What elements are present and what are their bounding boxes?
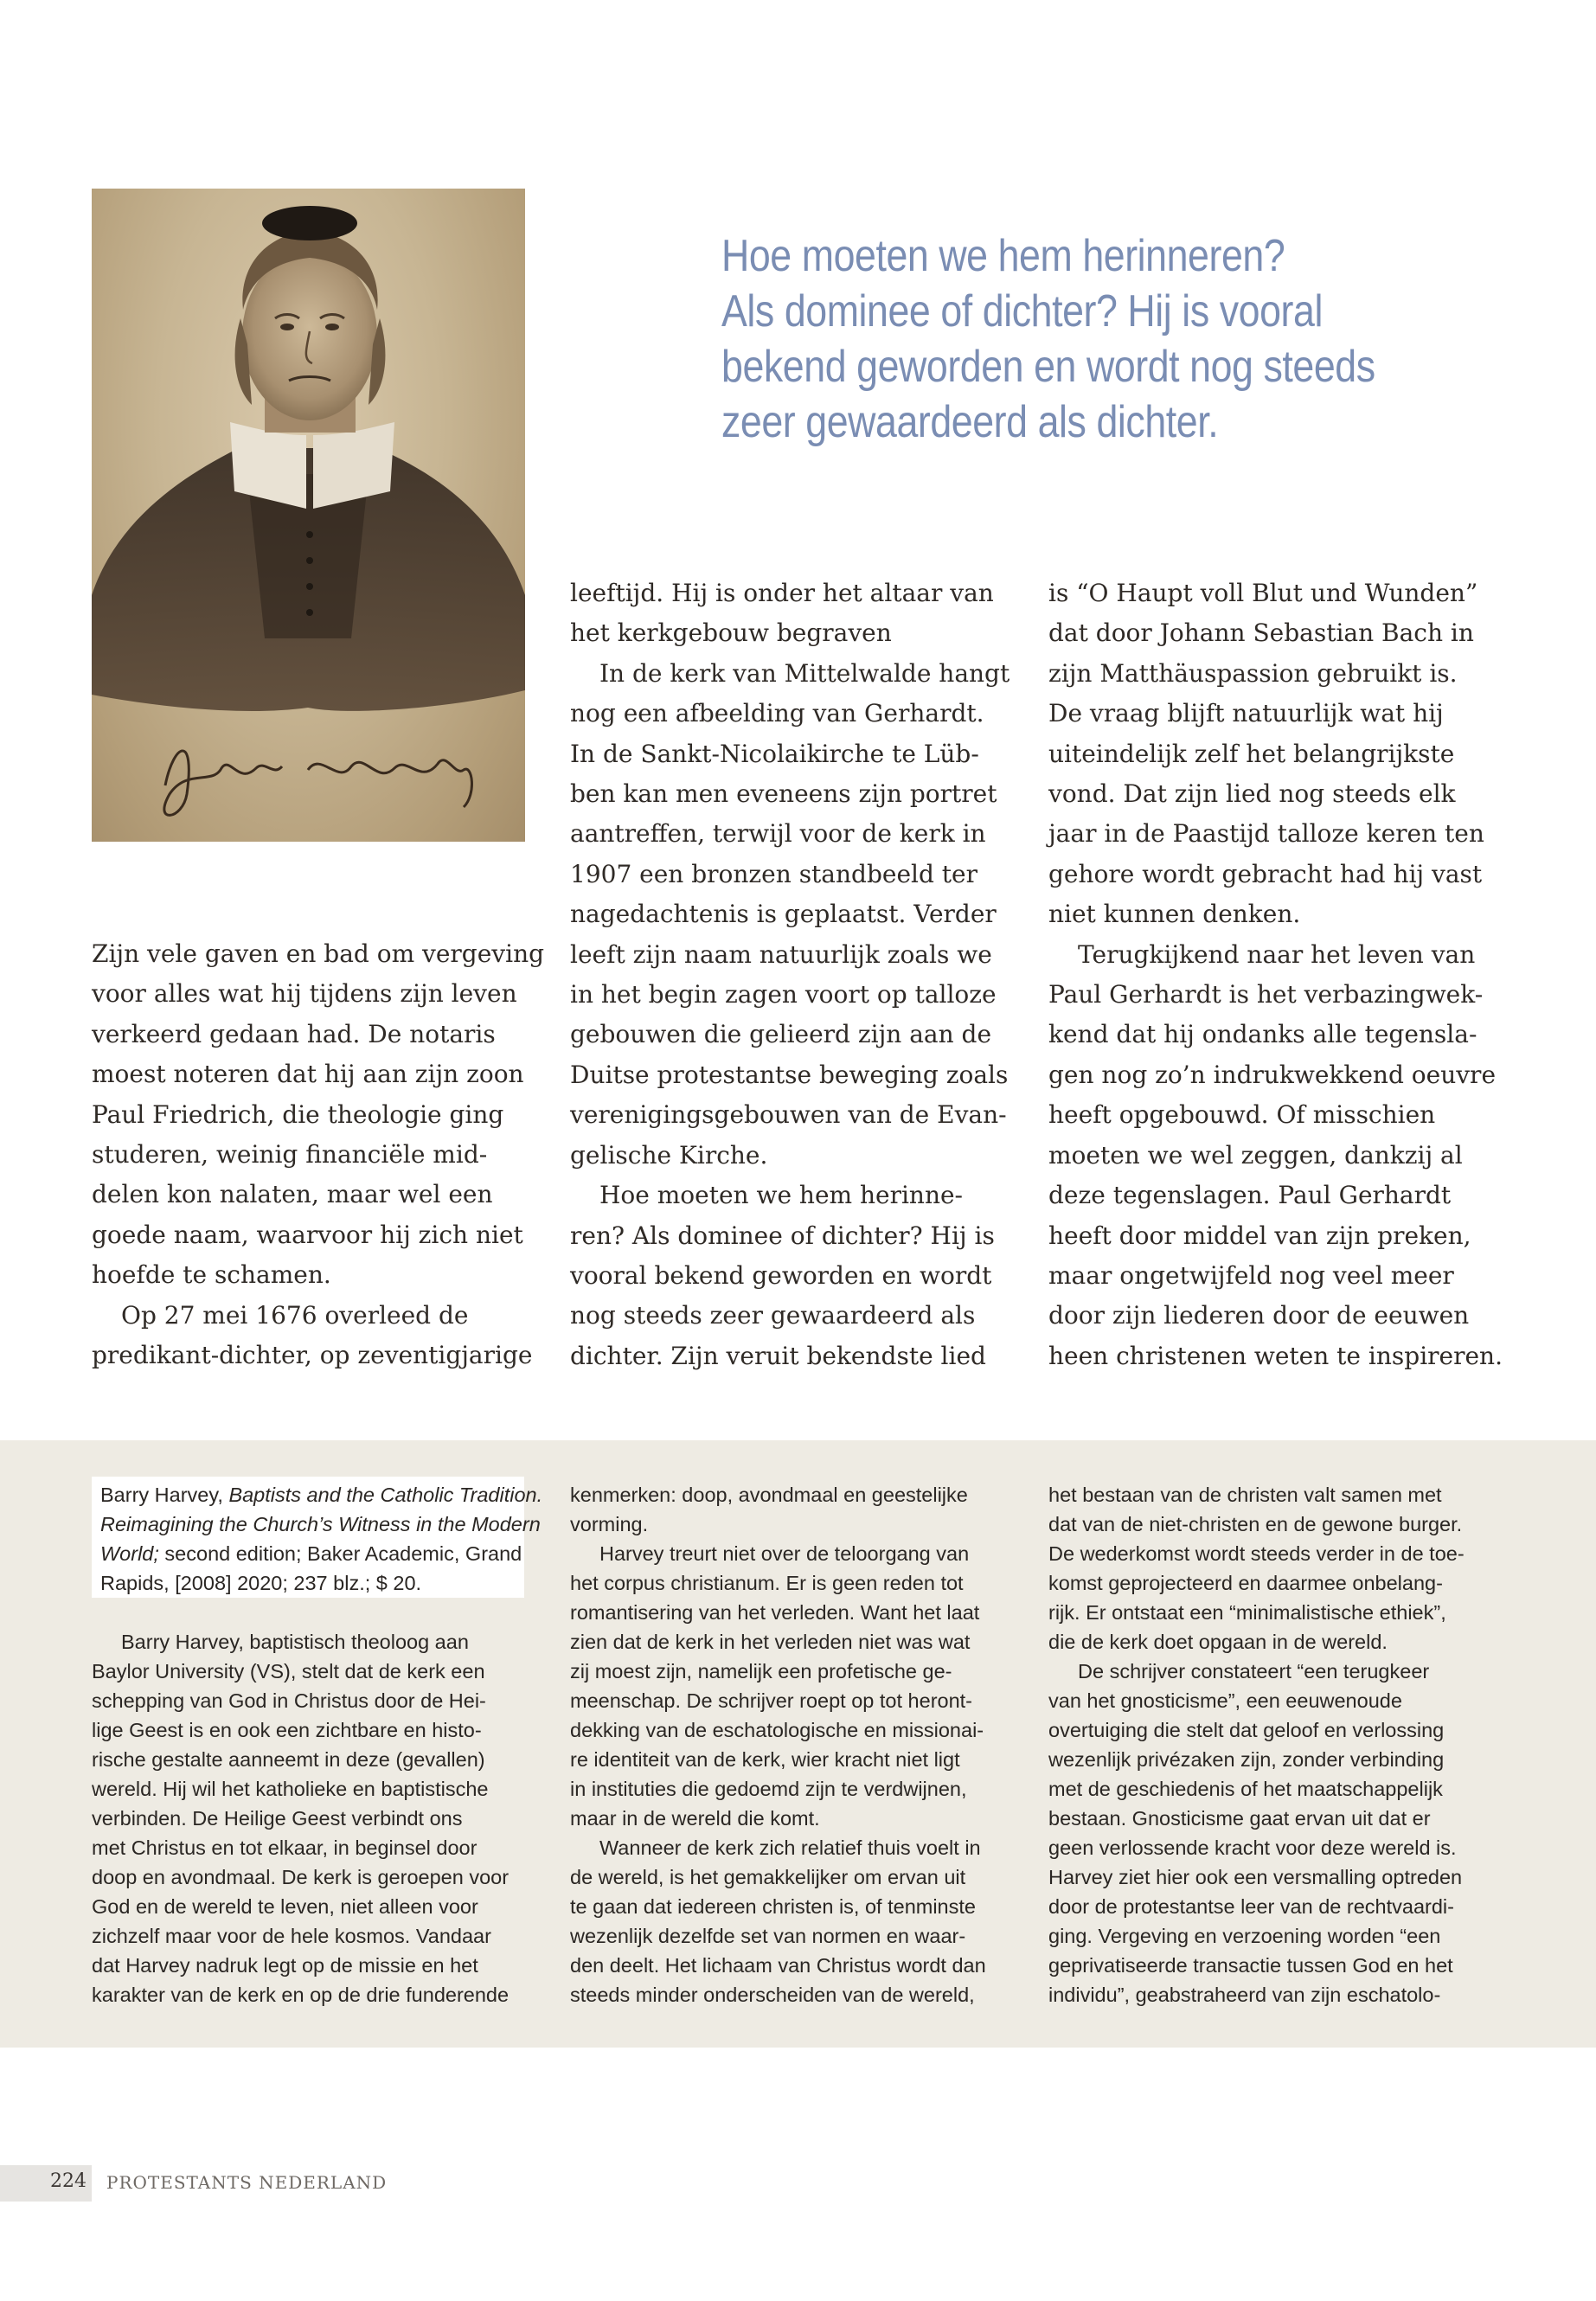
review-column-3 <box>1048 1480 1498 2009</box>
text-line: komst geprojecteerd en daarmee onbelang- <box>1048 1572 1443 1594</box>
text-line: Harvey treurt niet over de teloorgang van <box>599 1542 970 1565</box>
text-line: steeds minder onderscheiden van de wereld, <box>570 1984 975 2006</box>
text-line: In de Sankt-Nicolaikirche te Lüb- <box>570 739 979 768</box>
book-subtitle-end: World; <box>100 1542 159 1565</box>
text-line: Zijn vele gaven en bad om vergeving <box>92 939 545 968</box>
text-line: voor alles wat hij tijdens zijn leven <box>92 979 517 1009</box>
review-column-2 <box>570 1480 1020 2009</box>
text-line: bestaan. Gnosticisme gaat ervan uit dat er <box>1048 1807 1431 1830</box>
text-line: wezenlijk dezelfde set van normen en waar- <box>570 1925 966 1947</box>
text-line: rijk. Er ontstaat een “minimalistische ethiek”, <box>1048 1601 1446 1624</box>
text-line: met Christus en tot elkaar, in beginsel door <box>92 1836 478 1859</box>
book-author: Barry Harvey, <box>100 1484 229 1506</box>
book-title: Baptists and the Catholic Tradition. <box>228 1484 543 1506</box>
text-line: De vraag blijft natuurlijk wat hij <box>1048 699 1444 728</box>
review-column-1 <box>92 1627 542 2009</box>
text-line: wereld. Hij wil het katholieke en baptistische <box>92 1778 489 1800</box>
text-line: moeten we wel zeggen, dankzij al <box>1048 1140 1463 1170</box>
text-line: dichter. Zijn veruit bekendste lied <box>570 1341 986 1370</box>
text-line: van het gnosticisme”, een eeuwenoude <box>1048 1689 1402 1712</box>
text-line: door zijn liederen door de eeuwen <box>1048 1301 1470 1330</box>
text-line: doop en avondmaal. De kerk is geroepen voor <box>92 1866 510 1888</box>
text-line: karakter van de kerk en op de drie funderende <box>92 1984 510 2006</box>
text-line: Terugkijkend naar het leven van <box>1078 939 1476 969</box>
text-line: dekking van de eschatologische en missionai- <box>570 1719 984 1741</box>
text-line: deze tegenslagen. Paul Gerhardt <box>1048 1181 1452 1210</box>
text-line: is “O Haupt voll Blut und Wunden” <box>1048 579 1478 607</box>
text-line: schepping van God in Christus door de Hei- <box>92 1689 486 1712</box>
pull-quote-line: Als dominee of dichter? Hij is vooral <box>721 286 1323 336</box>
book-subtitle: Reimagining the Church’s Witness in the Modern <box>100 1513 541 1535</box>
text-line: dat Harvey nadruk legt op de missie en het <box>92 1954 478 1977</box>
portrait-image <box>92 189 525 842</box>
text-line: ben kan men eveneens zijn portret <box>570 779 997 809</box>
text-line: met de geschiedenis of het maatschappelijk <box>1048 1778 1443 1800</box>
text-line: jaar in de Paastijd talloze keren ten <box>1048 819 1484 849</box>
text-line: Paul Friedrich, die theologie ging <box>92 1099 504 1129</box>
text-line: vorming. <box>570 1513 649 1535</box>
text-line: zichzelf maar voor de hele kosmos. Vandaar <box>92 1925 491 1947</box>
text-line: het bestaan van de christen valt samen met <box>1048 1484 1442 1506</box>
text-line: God en de wereld te leven, niet alleen voor <box>92 1895 478 1918</box>
text-line: kenmerken: doop, avondmaal en geestelijke <box>570 1484 968 1506</box>
text-line: predikant-dichter, op zeventigjarige <box>92 1341 533 1370</box>
book-details: Rapids, [2008] 2020; 237 blz.; $ 20. <box>100 1572 422 1594</box>
text-line: Baylor University (VS), stelt dat de kerk een <box>92 1660 485 1682</box>
text-line: goede naam, waarvoor hij zich niet <box>92 1220 523 1249</box>
page-number: 224 <box>50 2170 87 2192</box>
text-line: romantisering van het verleden. Want het laat <box>570 1601 980 1624</box>
text-line: re identiteit van de kerk, wier kracht niet ligt <box>570 1748 960 1771</box>
text-line: overtuiging die stelt dat geloof en verlossing <box>1048 1719 1445 1741</box>
text-line: gebouwen die gelieerd zijn aan de <box>570 1020 992 1049</box>
text-line: Harvey ziet hier ook een versmalling optreden <box>1048 1866 1463 1888</box>
text-line: maar ongetwijfeld nog veel meer <box>1048 1260 1454 1290</box>
text-line: leeft zijn naam natuurlijk zoals we <box>570 939 992 969</box>
text-line: in instituties die gedoemd zijn te verdwijnen, <box>570 1778 967 1800</box>
text-line: verbinden. De Heilige Geest verbindt ons <box>92 1807 463 1830</box>
text-line: gehore wordt gebracht had hij vast <box>1048 859 1483 888</box>
text-line: door de protestantse leer van de rechtvaardi- <box>1048 1895 1454 1918</box>
text-line: studeren, weinig financiële mid- <box>92 1140 488 1170</box>
text-line: 1907 een bronzen standbeeld ter <box>570 859 978 888</box>
pull-quote <box>721 228 1375 450</box>
pull-quote-line: Hoe moeten we hem herinneren? <box>721 231 1285 281</box>
text-line: Op 27 mei 1676 overleed de <box>121 1300 469 1330</box>
text-line: kend dat hij ondanks alle tegensla- <box>1048 1020 1477 1049</box>
text-line: zien dat de kerk in het verleden niet was wat <box>570 1631 971 1653</box>
text-line: delen kon nalaten, maar wel een <box>92 1180 493 1209</box>
text-line: vooral bekend geworden en wordt <box>570 1260 992 1290</box>
text-line: wezenlijk privézaken zijn, zonder verbinding <box>1048 1748 1445 1771</box>
text-line: zij moest zijn, namelijk een profetische ge- <box>570 1660 952 1682</box>
text-line: De schrijver constateert “een terugkeer <box>1078 1660 1430 1682</box>
text-line: den deelt. Het lichaam van Christus wordt dan <box>570 1954 986 1977</box>
text-line: heeft door middel van zijn preken, <box>1048 1221 1471 1250</box>
book-info <box>100 1480 543 1598</box>
text-line: Wanneer de kerk zich relatief thuis voelt in <box>599 1836 981 1859</box>
text-line: geen verlossende kracht voor deze wereld is. <box>1048 1836 1457 1859</box>
article-column-1 <box>92 934 545 1375</box>
text-line: de wereld, is het gemakkelijker om ervan uit <box>570 1866 966 1888</box>
text-line: nagedachtenis is geplaatst. Verder <box>570 900 997 929</box>
text-line: geprivatiseerde transactie tussen God en het <box>1048 1954 1453 1977</box>
text-line: dat van de niet-christen en de gewone burger. <box>1048 1513 1463 1535</box>
text-line: aantreffen, terwijl voor de kerk in <box>570 819 986 849</box>
text-line: nog een afbeelding van Gerhardt. <box>570 699 984 728</box>
text-line: maar in de wereld die komt. <box>570 1807 820 1830</box>
text-line: heeft opgebouwd. Of misschien <box>1048 1100 1436 1130</box>
text-line: het corpus christianum. Er is geen reden tot <box>570 1572 964 1594</box>
text-line: hoefde te schamen. <box>92 1260 331 1290</box>
text-line: vond. Dat zijn lied nog steeds elk <box>1048 779 1456 809</box>
text-line: Paul Gerhardt is het verbazingwek- <box>1048 980 1484 1009</box>
text-line: meenschap. De schrijver roept op tot heront- <box>570 1689 973 1712</box>
portrait-engraving <box>92 189 525 842</box>
text-line: Hoe moeten we hem herinne- <box>599 1181 964 1210</box>
pull-quote-line: zeer gewaardeerd als dichter. <box>721 397 1219 447</box>
text-line: die de kerk doet opgaan in de wereld. <box>1048 1631 1388 1653</box>
text-line: verenigingsgebouwen van de Evan- <box>570 1100 1007 1130</box>
text-line: verkeerd gedaan had. De notaris <box>92 1019 496 1048</box>
text-line: niet kunnen denken. <box>1048 900 1301 929</box>
text-line: rische gestalte aanneemt in deze (gevallen) <box>92 1748 485 1771</box>
article-column-2 <box>570 574 1020 1376</box>
pull-quote-line: bekend geworden en wordt nog steeds <box>721 342 1375 392</box>
text-line: heen christenen weten te inspireren. <box>1048 1341 1503 1370</box>
magazine-name: PROTESTANTS NEDERLAND <box>106 2172 388 2193</box>
text-line: individu”, geabstraheerd van zijn eschatolo- <box>1048 1984 1441 2006</box>
text-line: leeftijd. Hij is onder het altaar van <box>570 579 994 607</box>
text-line: te gaan dat iedereen christen is, of tenminste <box>570 1895 976 1918</box>
text-line: uiteindelijk zelf het belangrijkste <box>1048 739 1455 768</box>
text-line: Barry Harvey, baptistisch theoloog aan <box>121 1631 469 1653</box>
text-line: zijn Matthäuspassion gebruikt is. <box>1048 658 1458 688</box>
text-line: lige Geest is en ook een zichtbare en histo- <box>92 1719 482 1741</box>
text-line: het kerkgebouw begraven <box>570 619 892 648</box>
text-line: gelische Kirche. <box>570 1140 768 1170</box>
text-line: De wederkomst wordt steeds verder in de toe- <box>1048 1542 1465 1565</box>
text-line: ren? Als dominee of dichter? Hij is <box>570 1221 995 1250</box>
text-line: dat door Johann Sebastian Bach in <box>1048 619 1474 648</box>
text-line: In de kerk van Mittelwalde hangt <box>599 658 1010 688</box>
text-line: Duitse protestantse beweging zoals <box>570 1060 1009 1089</box>
text-line: nog steeds zeer gewaardeerd als <box>570 1301 976 1330</box>
text-line: moest noteren dat hij aan zijn zoon <box>92 1060 524 1089</box>
text-line: gen nog zo’n indrukwekkend oeuvre <box>1048 1060 1497 1089</box>
book-publisher: second edition; Baker Academic, Grand <box>158 1542 522 1565</box>
text-line: ging. Vergeving en verzoening worden “een <box>1048 1925 1441 1947</box>
text-line: in het begin zagen voort op talloze <box>570 980 997 1009</box>
article-column-3 <box>1048 574 1503 1376</box>
